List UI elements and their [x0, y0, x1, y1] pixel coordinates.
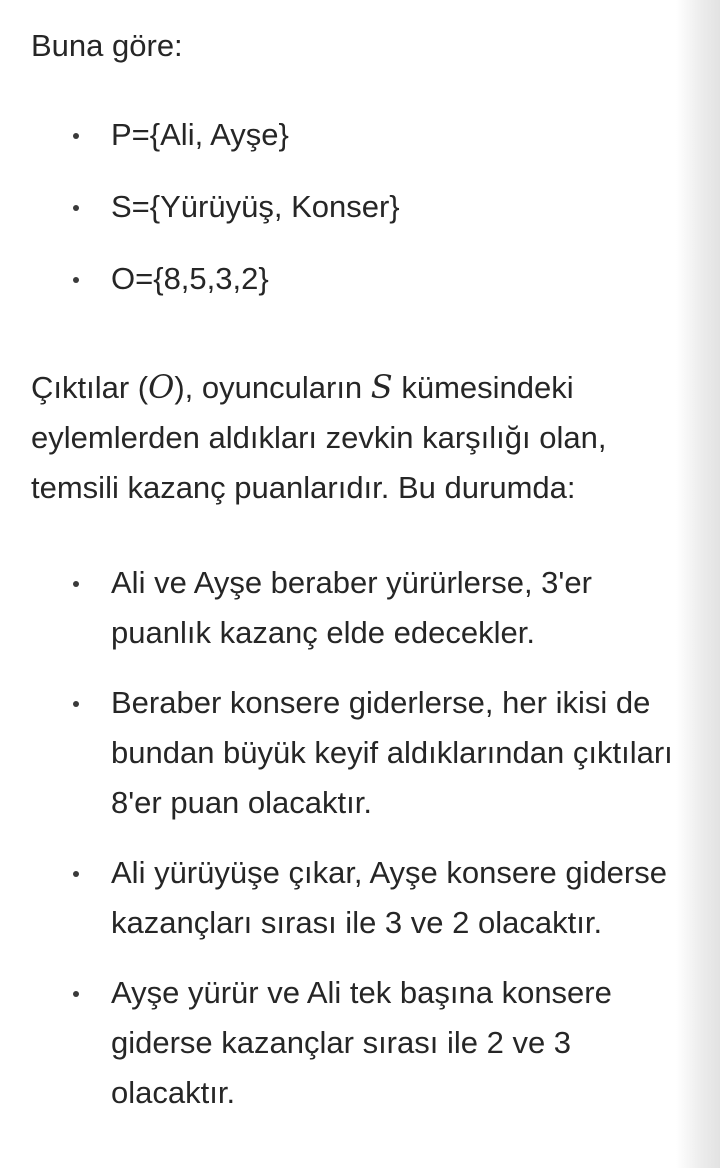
list-item: Ayşe yürür ve Ali tek başına konsere giderse kazançlar sırası ile 2 ve 3 olacaktır.	[31, 968, 681, 1118]
list-item: S={Yürüyüş, Konser}	[31, 182, 681, 254]
page-edge-shadow	[676, 0, 720, 1168]
outcome-list	[31, 558, 681, 1138]
list-item: Beraber konsere giderlerse, her ikisi de bundan büyük keyif aldıklarından çıktıları 8'er puan olacaktır.	[31, 678, 681, 828]
explanation-paragraph	[31, 362, 681, 513]
list-item: Ali ve Ayşe beraber yürürlerse, 3'er puanlık kazanç elde edecekler.	[31, 558, 681, 658]
intro-text: Buna göre:	[31, 28, 183, 63]
math-symbol-s: S	[370, 368, 393, 406]
math-symbol-o: O	[148, 368, 175, 406]
list-item: Ali yürüyüşe çıkar, Ayşe konsere giderse kazançları sırası ile 3 ve 2 olacaktır.	[31, 848, 681, 948]
list-item: O={8,5,3,2}	[31, 254, 681, 326]
paragraph-text: kümesindeki eylemlerden aldıkları zevkin karşılığı olan, temsili kazanç puanlarıdır. Bu durumda:	[31, 370, 607, 505]
paragraph-text: ), oyuncuların	[174, 370, 371, 405]
set-definition-list	[31, 110, 681, 326]
paragraph-text: Çıktılar (	[31, 370, 149, 405]
list-item: P={Ali, Ayşe}	[31, 110, 681, 182]
